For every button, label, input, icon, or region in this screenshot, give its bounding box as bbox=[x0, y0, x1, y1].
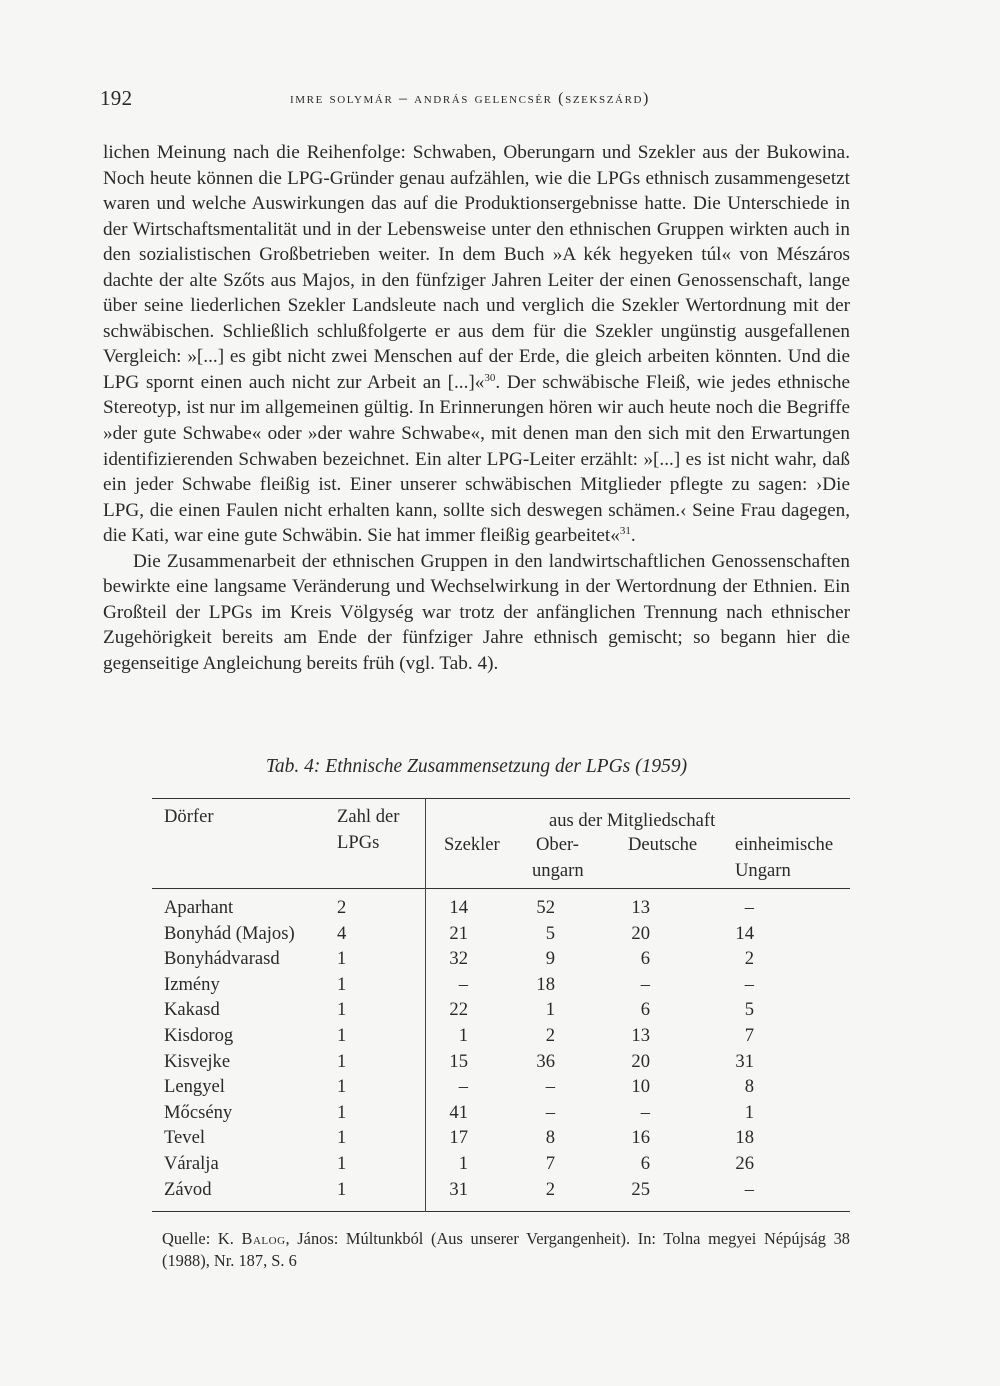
table-cell-deutsche: 6 bbox=[640, 948, 650, 970]
header-einh-line2: Ungarn bbox=[735, 860, 791, 881]
table-cell-einheimische: 1 bbox=[744, 1101, 754, 1123]
table-cell-einheimische: 5 bbox=[744, 999, 754, 1021]
table-cell-szekler: 1 bbox=[458, 1153, 468, 1174]
page-number: 192 bbox=[100, 86, 133, 110]
table-cell-count: 1 bbox=[337, 999, 347, 1021]
table-cell-oberungarn: 7 bbox=[545, 1153, 555, 1174]
table-header-rule bbox=[152, 888, 850, 889]
table-cell-einheimische: – bbox=[744, 973, 754, 995]
table-cell-village: Váralja bbox=[164, 1153, 219, 1174]
table-cell-village: Kakasd bbox=[164, 999, 220, 1021]
header-group-label: aus der Mitgliedschaft bbox=[549, 810, 716, 831]
table-cell-einheimische: 2 bbox=[744, 948, 754, 970]
table-source bbox=[162, 1228, 850, 1272]
table-cell-oberungarn: 8 bbox=[545, 1127, 555, 1149]
table-cell-village: Aparhant bbox=[164, 897, 234, 918]
table-cell-deutsche: 20 bbox=[631, 1050, 650, 1072]
table-cell-count: 2 bbox=[337, 897, 347, 918]
table-cell-count: 1 bbox=[337, 1025, 347, 1046]
running-title: imre solymár – andrás gelencsér (szekszárd) bbox=[290, 90, 650, 107]
table-cell-deutsche: – bbox=[640, 973, 650, 995]
table-bottom-rule bbox=[152, 1211, 850, 1212]
table-cell-einheimische: 31 bbox=[735, 1050, 754, 1072]
table-cell-szekler: 21 bbox=[449, 922, 468, 944]
table-cell-deutsche: 16 bbox=[631, 1127, 650, 1149]
table-cell-village: Závod bbox=[164, 1178, 212, 1200]
footnote-ref-31: 31 bbox=[619, 525, 631, 538]
paragraph-1c-text: . bbox=[630, 525, 636, 547]
table-cell-deutsche: 6 bbox=[640, 999, 650, 1021]
table-cell-count: 1 bbox=[337, 1178, 347, 1200]
table-cell-village: Kisdorog bbox=[164, 1025, 234, 1046]
table-cell-szekler: 22 bbox=[449, 999, 468, 1021]
header-szekler: Szekler bbox=[444, 834, 500, 855]
table-cell-deutsche: 6 bbox=[640, 1153, 650, 1174]
table-cell-deutsche: 13 bbox=[631, 897, 650, 918]
table-cell-szekler: 17 bbox=[449, 1127, 468, 1149]
table-cell-deutsche: – bbox=[640, 1101, 650, 1123]
table-cell-einheimische: 18 bbox=[735, 1127, 754, 1149]
table-cell-deutsche: 10 bbox=[631, 1076, 650, 1098]
table-cell-oberungarn: 5 bbox=[545, 922, 555, 944]
table-cell-village: Lengyel bbox=[164, 1076, 225, 1098]
header-count-line2: LPGs bbox=[337, 832, 380, 853]
table-cell-count: 1 bbox=[337, 1050, 347, 1072]
table-cell-einheimische: 14 bbox=[735, 922, 754, 944]
table-cell-village: Tevel bbox=[164, 1127, 206, 1149]
table-cell-oberungarn: 2 bbox=[545, 1025, 555, 1046]
table-cell-einheimische: – bbox=[744, 897, 754, 918]
table-cell-count: 1 bbox=[337, 1127, 347, 1149]
table-cell-village: Bonyhád (Majos) bbox=[164, 922, 295, 944]
table-cell-szekler: 41 bbox=[449, 1101, 468, 1123]
header-ober-line2: ungarn bbox=[532, 860, 584, 881]
table-cell-szekler: – bbox=[458, 973, 468, 995]
table-cell-oberungarn: 9 bbox=[545, 948, 555, 970]
header-einh-line1: einheimische bbox=[735, 834, 834, 855]
table-cell-oberungarn: 18 bbox=[536, 973, 555, 995]
table-cell-szekler: 31 bbox=[449, 1178, 468, 1200]
table-cell-einheimische: 8 bbox=[744, 1076, 754, 1098]
table-cell-count: 1 bbox=[337, 1101, 347, 1123]
table-cell-einheimische: 7 bbox=[744, 1025, 754, 1046]
table-cell-count: 1 bbox=[337, 973, 347, 995]
table-cell-oberungarn: – bbox=[545, 1101, 555, 1123]
paragraph-1b-text: . Der schwäbische Fleiß, wie jedes ethnische Stereotyp, ist nur im allgemeinen gültig. In Erinnerungen hören wir auch heute noch die Begriffe »der gute Schwabe« oder »der wahre Schwabe«, mit denen man den sich mit den Erwartungen identifizierenden Schwaben bezeichnet. Ein alter LPG-Leiter erzählt: »[...] es ist nicht wahr, daß ein jeder Schwabe fleißig ist. Einer unserer schwäbischen Mitglieder pflegte zu sagen: ›Die LPG, die einen Faulen nicht erhalten kann, sollte sich deswegen schämen.‹ Seine Frau dagegen, die Kati, war eine gute Schwäbin. Sie hat immer fleißig gearbeitet« bbox=[103, 371, 850, 547]
table-cell-count: 1 bbox=[337, 948, 347, 970]
table-cell-szekler: – bbox=[458, 1076, 468, 1098]
table-cell-village: Mőcsény bbox=[164, 1101, 233, 1123]
table-cell-einheimische: – bbox=[744, 1178, 754, 1200]
table-top-rule bbox=[152, 798, 850, 799]
table-cell-village: Kisvejke bbox=[164, 1050, 231, 1072]
table-cell-szekler: 14 bbox=[449, 897, 468, 918]
table-cell-count: 1 bbox=[337, 1076, 347, 1098]
table-cell-einheimische: 26 bbox=[735, 1153, 754, 1174]
table-vertical-rule bbox=[425, 798, 426, 1212]
ethnic-composition-table bbox=[152, 798, 850, 1213]
table-cell-deutsche: 25 bbox=[631, 1178, 650, 1200]
paragraph-1-text: lichen Meinung nach die Reihenfolge: Schwaben, Oberungarn und Szekler aus der Bukowina. Noch heute können die LPG-Gründer genau aufzählen, wie die LPGs ethnisch zusammengesetzt waren und welche Auswirkungen das auf die Produktionsergebnisse hatte. Die Unterschiede in der Wirtschaftsmentalität und in der Lebensweise unter den ethnischen Gruppen wirkten auch in den sozialistischen Großbetrieben weiter. In dem Buch »A kék hegyeken túl« von Mészáros dachte der alte Szőts aus Majos, in den fünfziger Jahren Leiter der einen Genossenschaft, lange über seine liederlichen Szekler Landsleute nach und verglich die Szekler Wertordnung mit der schwäbischen. Schließlich schlußfolgerte er aus dem für die Szekler ungünstig ausgefallenen Vergleich: »[...] es gibt nicht zwei Menschen auf der Erde, die gleich arbeiten könnten. Und die LPG spornt einen auch nicht zur Arbeit an [...]« bbox=[103, 142, 850, 393]
paragraph-2: Die Zusammenarbeit der ethnischen Gruppen in den landwirtschaftlichen Genossenschaften bewirkte eine langsame Veränderung und Wechselwirkung in der Wertordnung der Ethnien. Ein Großteil der LPGs im Kreis Völgység war trotz der anfänglichen Trennung nach ethnischer Zugehörigkeit bereits am Ende der fünfziger Jahre ethnisch gemischt; so begann hier die gegenseitige Angleichung bereits früh (vgl. Tab. 4). bbox=[103, 550, 850, 674]
table-cell-village: Bonyhádvarasd bbox=[164, 948, 280, 970]
table-cell-szekler: 32 bbox=[449, 948, 468, 970]
body-text bbox=[103, 140, 850, 676]
table-cell-oberungarn: 1 bbox=[545, 999, 555, 1021]
footnote-ref-30: 30 bbox=[484, 371, 496, 384]
table-caption: Tab. 4: Ethnische Zusammensetzung der LPGs (1959) bbox=[265, 756, 688, 777]
table-cell-count: 4 bbox=[337, 922, 347, 944]
table-cell-oberungarn: 52 bbox=[536, 897, 555, 918]
table-cell-count: 1 bbox=[337, 1153, 347, 1174]
table-cell-szekler: 15 bbox=[449, 1050, 468, 1072]
header-deutsche: Deutsche bbox=[628, 834, 698, 855]
paragraph-1 bbox=[103, 140, 850, 549]
table-cell-deutsche: 13 bbox=[631, 1025, 650, 1046]
header-ober-line1: Ober- bbox=[536, 834, 579, 855]
table-cell-deutsche: 20 bbox=[631, 922, 650, 944]
header-count-line1: Zahl der bbox=[337, 806, 400, 827]
table-cell-village: Izmény bbox=[164, 973, 220, 995]
header-village: Dörfer bbox=[164, 806, 214, 827]
table-cell-oberungarn: – bbox=[545, 1076, 555, 1098]
table-cell-oberungarn: 2 bbox=[545, 1178, 555, 1200]
source-author-surname: Balog bbox=[241, 1229, 286, 1248]
table-cell-szekler: 1 bbox=[458, 1025, 468, 1046]
table-cell-oberungarn: 36 bbox=[536, 1050, 555, 1072]
source-text: , János: Múltunkból (Aus unserer Vergangenheit). In: Tolna megyei Népújság 38 (1988), Nr. 187, S. 6 bbox=[162, 1229, 850, 1270]
source-prefix: Quelle: K. bbox=[162, 1229, 242, 1248]
